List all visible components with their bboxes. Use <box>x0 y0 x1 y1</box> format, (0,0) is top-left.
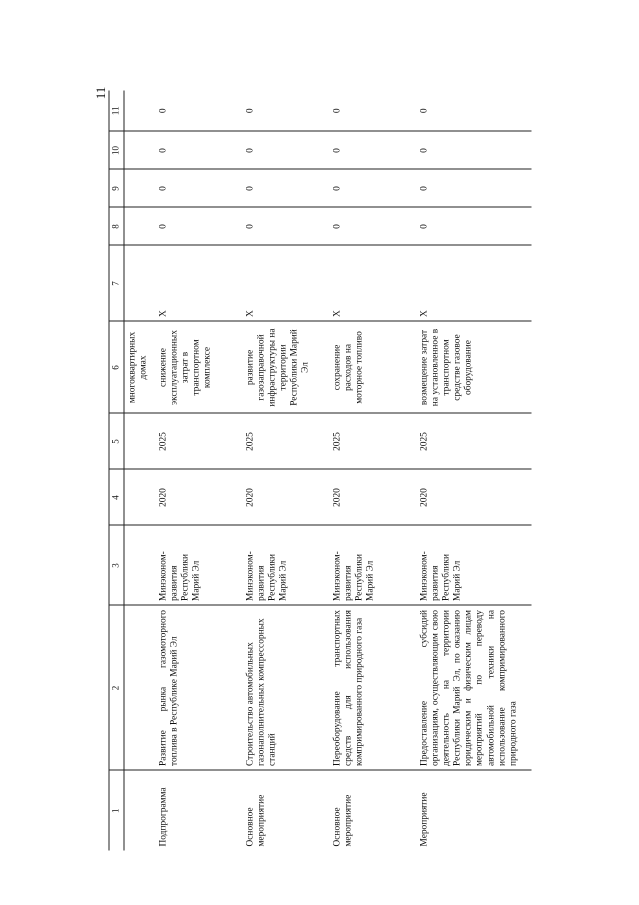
row-type-cell: Основное мероприятие <box>332 794 354 846</box>
row-type-cell: Основное мероприятие <box>245 794 267 846</box>
row-c9-cell: 0 <box>155 169 242 207</box>
row-c10-cell: 0 <box>155 131 242 169</box>
row-end-cell: 2025 <box>242 413 329 469</box>
row-c9-cell: 0 <box>329 169 416 207</box>
continued-result-cell: многоквартирных домах <box>124 321 156 413</box>
row-c7-cell: Х <box>242 245 329 321</box>
rotated-table-container <box>108 90 563 850</box>
col-number: 2 <box>109 605 124 770</box>
row-c11-cell: 0 <box>242 90 329 131</box>
row-c7-cell: Х <box>416 245 531 321</box>
table-row <box>416 90 531 850</box>
row-result-cell: снижение эксплуатационных затрат в транспортном комплексе <box>155 321 242 413</box>
row-executor-cell: Минэконом-развития Республики Марий Эл <box>329 525 416 605</box>
program-table <box>108 90 531 850</box>
row-type-cell: Мероприятие <box>419 791 429 846</box>
col-number: 6 <box>109 321 124 413</box>
col-number: 5 <box>109 413 124 469</box>
row-c11-cell: 0 <box>155 90 242 131</box>
table-row <box>155 90 242 850</box>
row-start-cell: 2020 <box>155 469 242 525</box>
row-c7-cell: Х <box>155 245 242 321</box>
row-c10-cell: 0 <box>416 131 531 169</box>
row-c8-cell: 0 <box>242 207 329 245</box>
table-row <box>242 90 329 850</box>
row-name-cell: Развитие рынка газомоторного топлива в Республике Марий Эл <box>155 605 242 770</box>
col-number: 7 <box>109 245 124 321</box>
row-executor-cell: Минэконом-развития Республики Марий Эл <box>416 525 531 605</box>
col-number: 10 <box>109 131 124 169</box>
row-c8-cell: 0 <box>416 207 531 245</box>
row-result-cell: возмещение затрат на установленное в транспортном средстве газовое оборудование <box>416 321 531 413</box>
row-c8-cell: 0 <box>329 207 416 245</box>
row-executor-cell: Минэконом-развития Республики Марий Эл <box>242 525 329 605</box>
col-number: 1 <box>109 770 124 850</box>
row-c11-cell: 0 <box>329 90 416 131</box>
table-row <box>329 90 416 850</box>
row-start-cell: 2020 <box>242 469 329 525</box>
row-end-cell: 2025 <box>416 413 531 469</box>
row-c11-cell: 0 <box>416 90 531 131</box>
row-result-cell: сохранение расходов на моторное топливо <box>329 321 416 413</box>
row-name-cell: Строительство автомобильных газонаполнительных компрессорных станций <box>242 605 329 770</box>
row-executor-cell: Минэконом-развития Республики Марий Эл <box>155 525 242 605</box>
row-type-cell: Подпрограмма <box>158 786 168 846</box>
row-start-cell: 2020 <box>416 469 531 525</box>
row-name-cell: Переоборудование транспортных средств для использования компримированного природного газа <box>329 605 416 770</box>
row-end-cell: 2025 <box>155 413 242 469</box>
row-c8-cell: 0 <box>155 207 242 245</box>
row-end-cell: 2025 <box>329 413 416 469</box>
column-number-row <box>109 90 124 850</box>
row-c10-cell: 0 <box>329 131 416 169</box>
continuation-row <box>124 90 156 850</box>
page-number: 11 <box>93 86 108 100</box>
row-c9-cell: 0 <box>242 169 329 207</box>
col-number: 8 <box>109 207 124 245</box>
col-number: 11 <box>109 90 124 131</box>
col-number: 9 <box>109 169 124 207</box>
row-start-cell: 2020 <box>329 469 416 525</box>
row-c9-cell: 0 <box>416 169 531 207</box>
row-c10-cell: 0 <box>242 131 329 169</box>
row-result-cell: развитие газозаправочной инфраструктуры на территории Республики Марий Эл <box>242 321 329 413</box>
col-number: 3 <box>109 525 124 605</box>
col-number: 4 <box>109 469 124 525</box>
row-name-cell: Предоставление субсидий организациям, осуществляющим свою деятельность на территории Республики Марий Эл, по оказанию юридическим и физическим лицам мероприятий по переводу автомобильной техники на использование компримированного природного газа <box>416 605 531 770</box>
row-c7-cell: Х <box>329 245 416 321</box>
